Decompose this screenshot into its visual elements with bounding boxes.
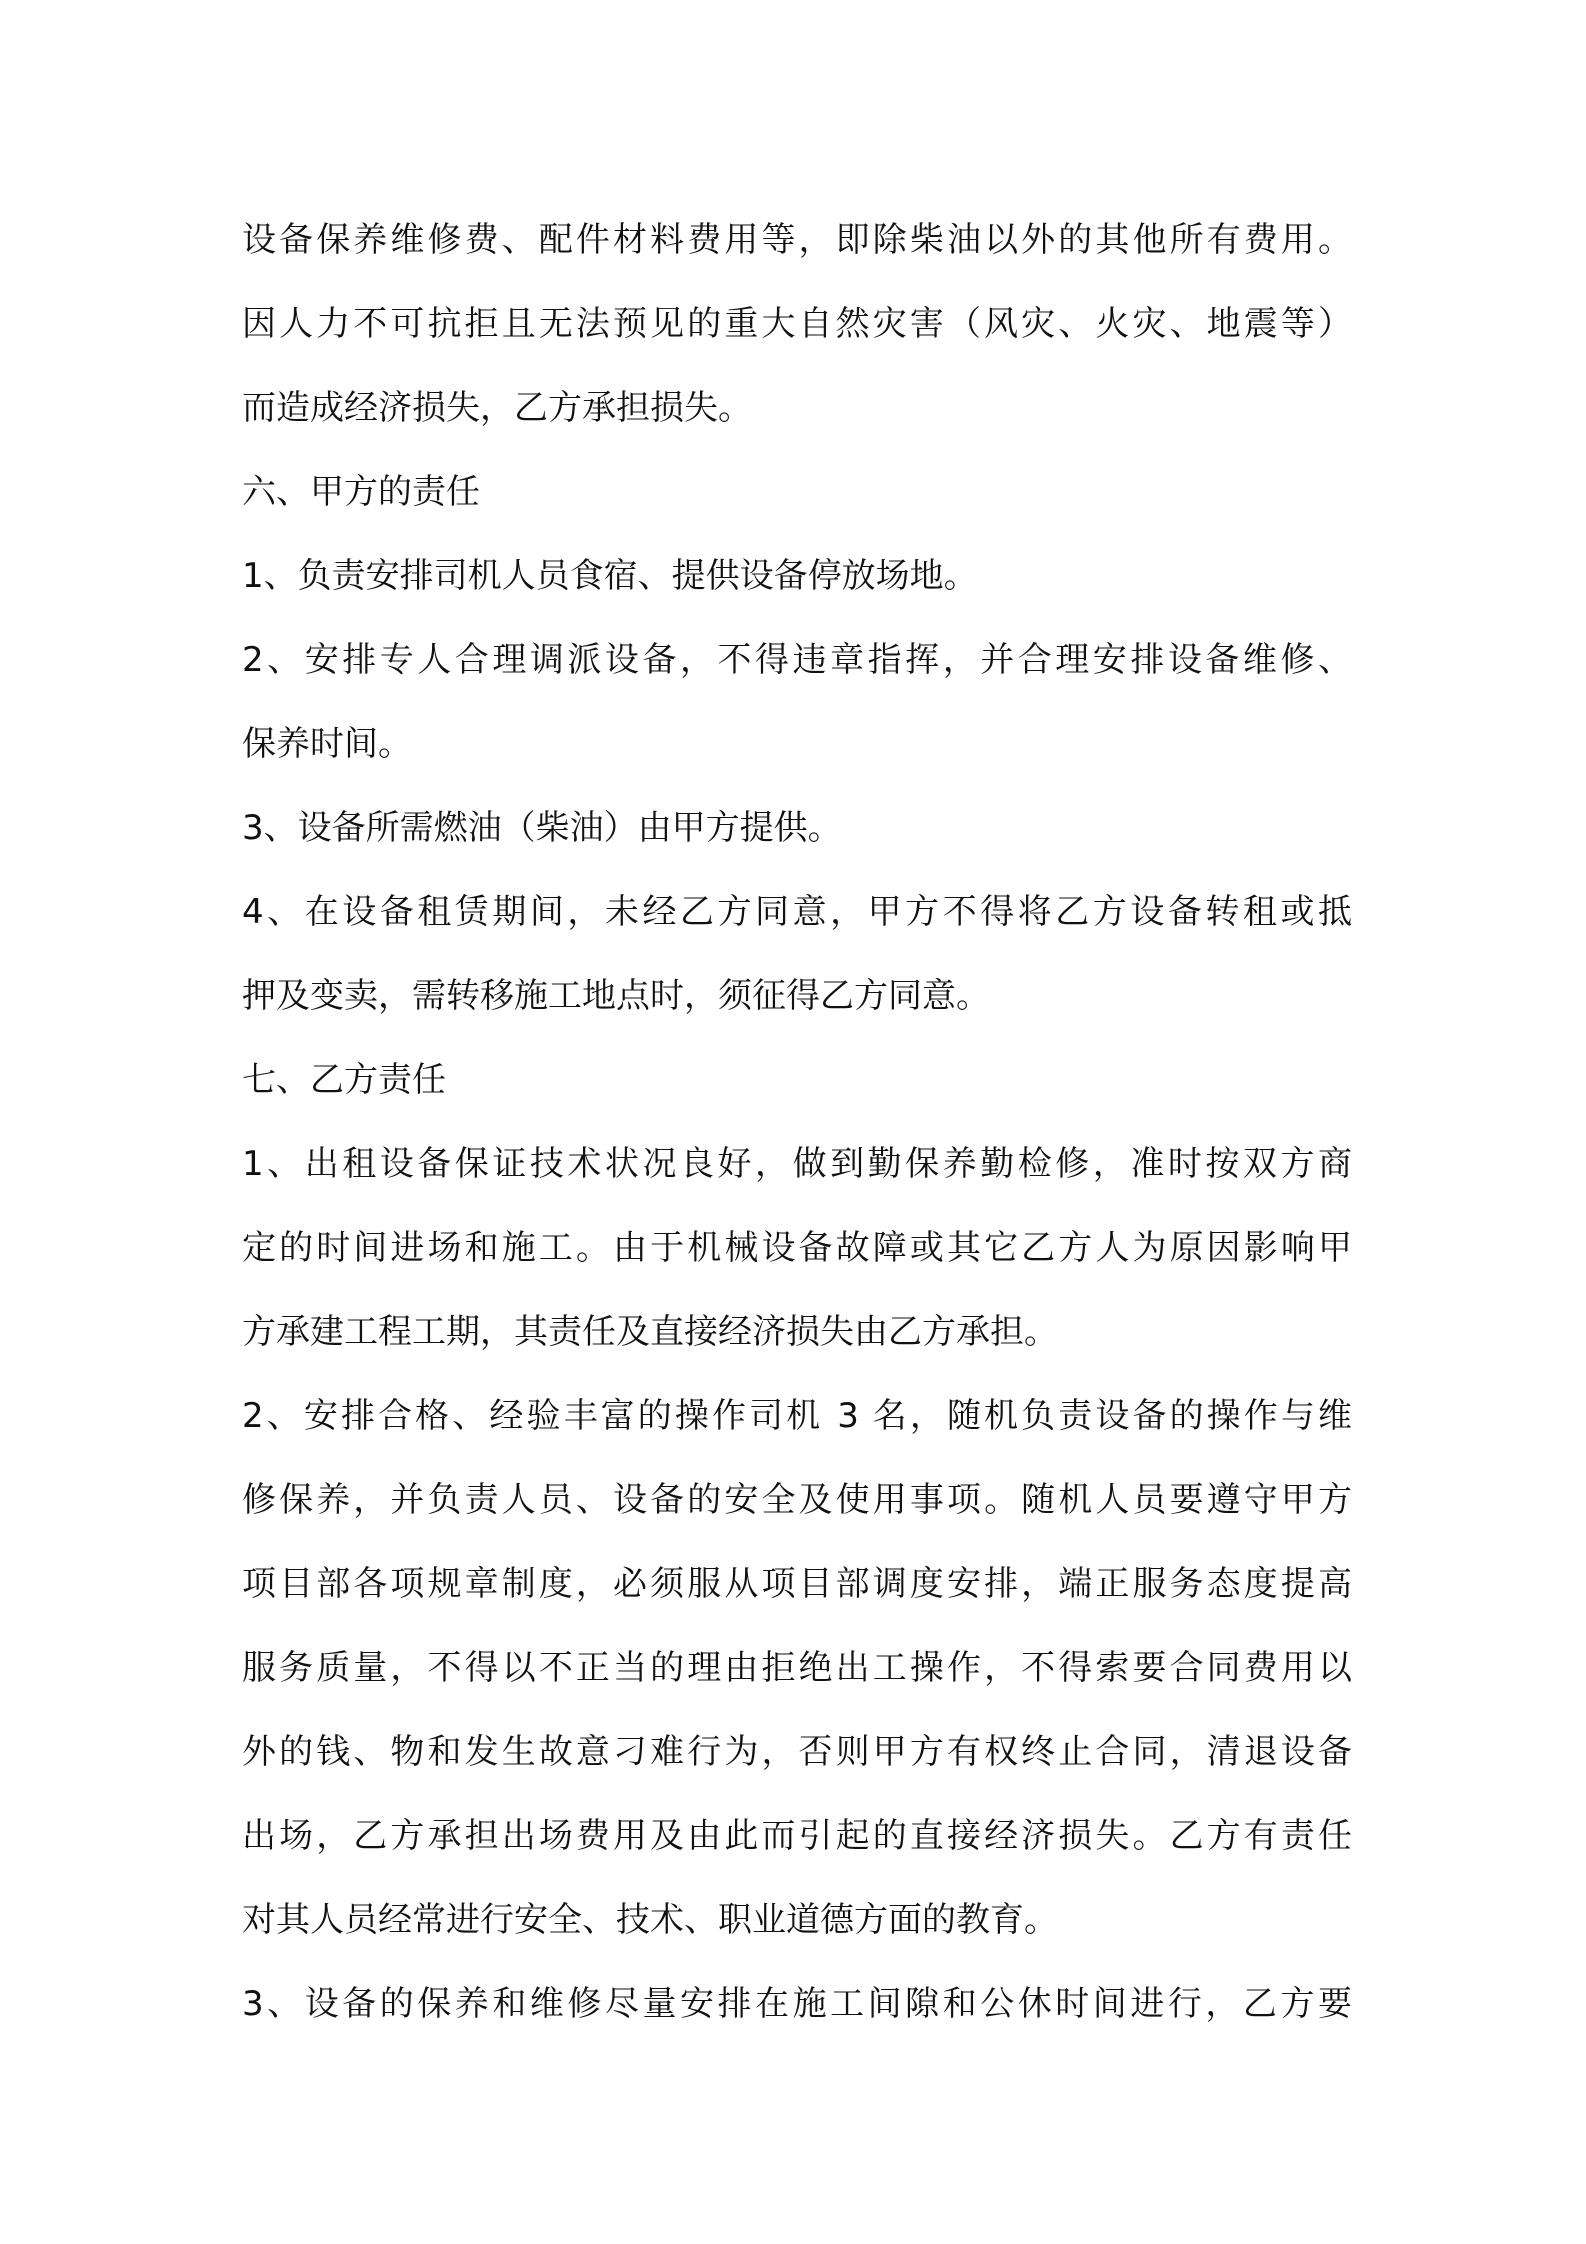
text-line: 项目部各项规章制度，必须服从项目部调度安排，端正服务态度提高 (242, 1564, 1352, 1604)
text-line: 1、出租设备保证技术状况良好，做到勤保养勤检修，准时按双方商 (242, 1144, 1352, 1184)
text-line: 3、设备的保养和维修尽量安排在施工间隙和公休时间进行，乙方要 (242, 1984, 1352, 2024)
text-line: 外的钱、物和发生故意刁难行为，否则甲方有权终止合同，清退设备 (242, 1732, 1352, 1772)
text-line: 1、负责安排司机人员食宿、提供设备停放场地。 (242, 556, 978, 596)
text-line: 4、在设备租赁期间，未经乙方同意，甲方不得将乙方设备转租或抵 (242, 892, 1352, 932)
text-line: 对其人员经常进行安全、技术、职业道德方面的教育。 (242, 1900, 1058, 1940)
text-line: 2、安排合格、经验丰富的操作司机 3 名，随机负责设备的操作与维 (242, 1396, 1352, 1436)
text-line: 方承建工程工期，其责任及直接经济损失由乙方承担。 (242, 1312, 1058, 1352)
document-body (242, 198, 1352, 2046)
section-heading: 六、甲方的责任 (242, 472, 480, 512)
text-line: 3、设备所需燃油（柴油）由甲方提供。 (242, 808, 842, 848)
text-line: 修保养，并负责人员、设备的安全及使用事项。随机人员要遵守甲方 (242, 1480, 1352, 1520)
text-line: 因人力不可抗拒且无法预见的重大自然灾害（风灾、火灾、地震等） (242, 304, 1352, 344)
text-line: 设备保养维修费、配件材料费用等，即除柴油以外的其他所有费用。 (242, 220, 1352, 260)
text-line: 押及变卖，需转移施工地点时，须征得乙方同意。 (242, 976, 990, 1016)
section-heading: 七、乙方责任 (242, 1060, 446, 1100)
text-line: 出场，乙方承担出场费用及由此而引起的直接经济损失。乙方有责任 (242, 1816, 1352, 1856)
text-line: 服务质量，不得以不正当的理由拒绝出工操作，不得索要合同费用以 (242, 1648, 1352, 1688)
text-line: 而造成经济损失，乙方承担损失。 (242, 388, 752, 428)
text-line: 保养时间。 (242, 724, 412, 764)
text-line: 定的时间进场和施工。由于机械设备故障或其它乙方人为原因影响甲 (242, 1228, 1352, 1268)
text-line: 2、安排专人合理调派设备，不得违章指挥，并合理安排设备维修、 (242, 640, 1352, 680)
